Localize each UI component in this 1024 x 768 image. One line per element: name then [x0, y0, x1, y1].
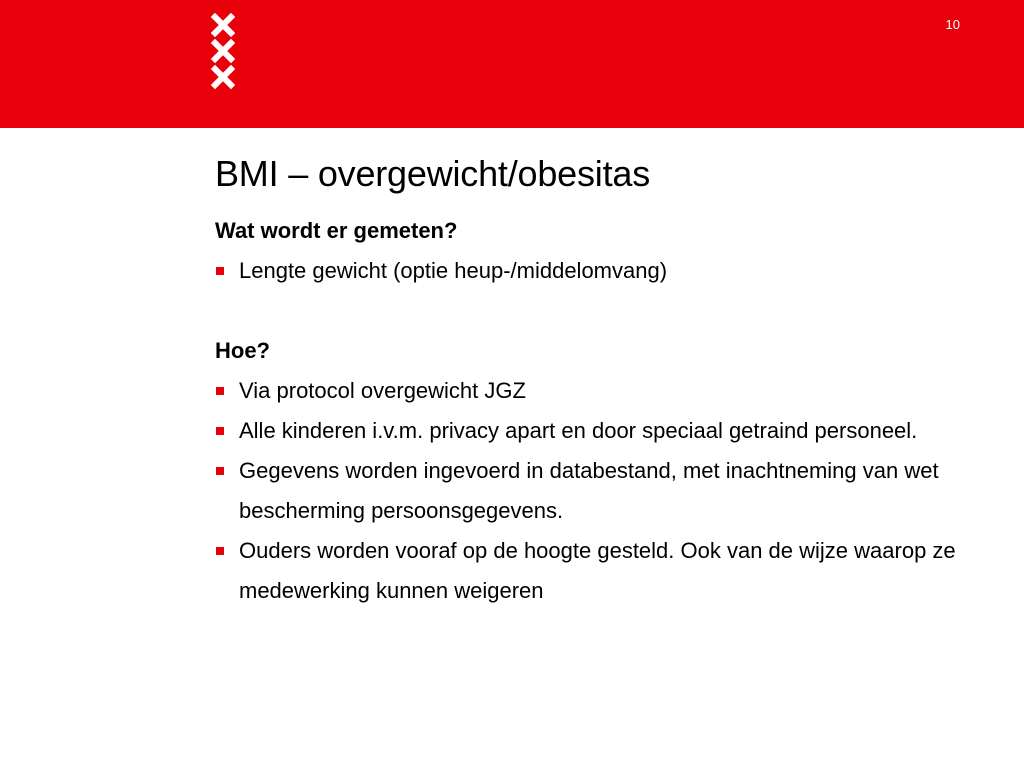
- slide-content: [215, 211, 975, 611]
- bullet-square-icon: [216, 267, 224, 275]
- section-heading-how: Hoe?: [215, 338, 270, 363]
- bullet-square-icon: [216, 387, 224, 395]
- bullet-list-measured: [215, 251, 975, 291]
- bullet-square-icon: [216, 427, 224, 435]
- bullet-item: [215, 251, 975, 291]
- amsterdam-crosses-logo: [211, 13, 235, 89]
- slide-title: BMI – overgewicht/obesitas: [215, 153, 651, 194]
- section-heading-measured: Wat wordt er gemeten?: [215, 218, 458, 243]
- crosses-icon: [211, 13, 235, 89]
- header-band: [0, 0, 1024, 128]
- bullet-item: [215, 531, 975, 611]
- section-spacer: [215, 291, 975, 331]
- bullet-text: Gegevens worden ingevoerd in databestand, met inachtneming van wet bescherming persoonsgegevens.: [239, 458, 939, 523]
- bullet-text: Lengte gewicht (optie heup-/middelomvang): [239, 258, 668, 283]
- bullet-text: Ouders worden vooraf op de hoogte gesteld. Ook van de wijze waarop ze medewerking kunnen weigeren: [239, 538, 956, 603]
- bullet-list-how: [215, 371, 975, 611]
- page-number: 10: [945, 17, 960, 32]
- bullet-item: [215, 371, 975, 411]
- bullet-square-icon: [216, 547, 224, 555]
- bullet-item: [215, 411, 975, 451]
- bullet-text: Alle kinderen i.v.m. privacy apart en door speciaal getraind personeel.: [239, 418, 918, 443]
- bullet-item: [215, 451, 975, 531]
- bullet-text: Via protocol overgewicht JGZ: [239, 378, 526, 403]
- bullet-square-icon: [216, 467, 224, 475]
